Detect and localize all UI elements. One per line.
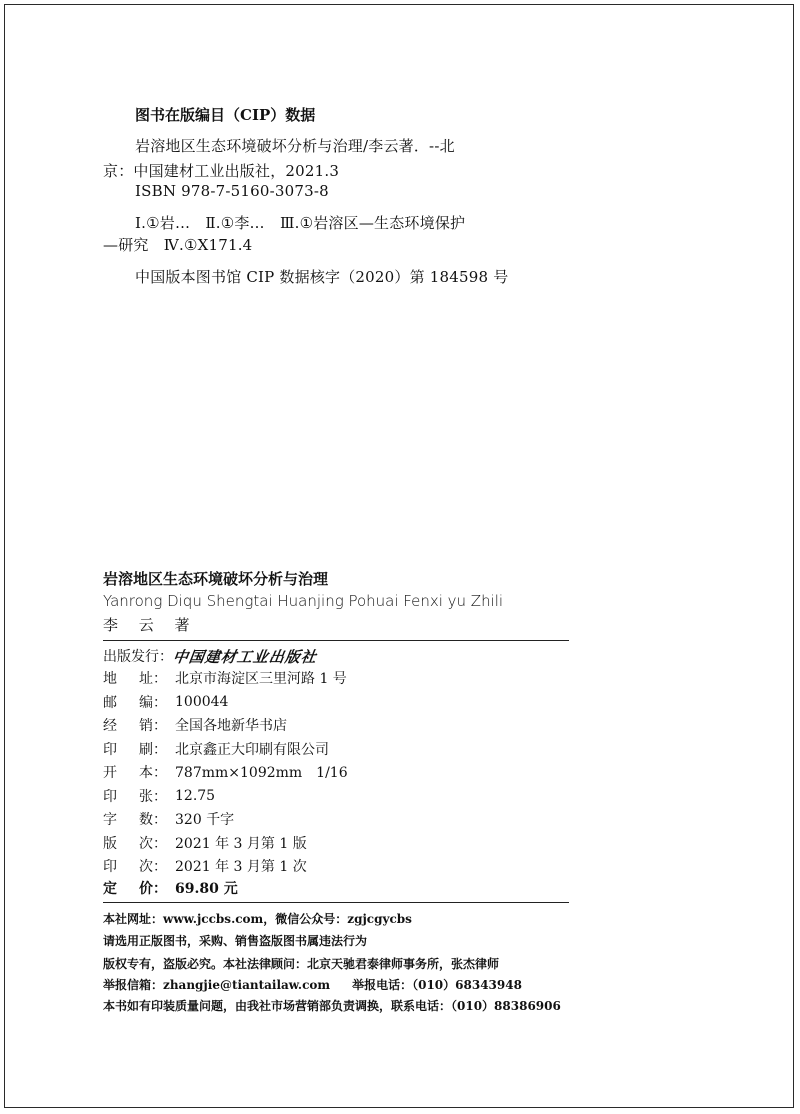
pub-info-label: 印 刷： — [103, 741, 167, 758]
pub-info-row — [103, 761, 348, 783]
cip-line-1: 岩溶地区生态环境破坏分析与治理/李云著．--北 — [135, 137, 455, 155]
pub-info-row — [103, 667, 347, 689]
book-title-pinyin: Yanrong Diqu Shengtai Huanjing Pohuai Fenxi yu Zhili — [103, 592, 504, 610]
pub-info-value: 100044 — [175, 693, 229, 710]
pub-info-row — [103, 832, 307, 854]
pub-info-label: 经 销： — [103, 718, 167, 734]
footer-website: 本社网址：www.jccbs.com，微信公众号：zgjcgycbs — [103, 912, 412, 926]
pub-info-value: 北京鑫正大印刷有限公司 — [175, 741, 329, 758]
publisher-label: 出版发行： — [103, 649, 173, 665]
cip-title: 图书在版编目（CIP）数据 — [135, 106, 316, 124]
report-email: 举报信箱：zhangjie@tiantailaw.com — [103, 978, 331, 992]
cip-line-5: —研究 Ⅳ.①X171.4 — [103, 236, 253, 254]
pub-info-row — [103, 691, 228, 713]
divider-top — [103, 640, 569, 641]
pub-info-row — [103, 714, 287, 736]
pub-info-value: 12.75 — [175, 787, 216, 804]
cip-record-number: 中国版本图书馆 CIP 数据核字（2020）第 184598 号 — [135, 268, 509, 286]
pub-info-value: 320 千字 — [175, 812, 235, 828]
pub-info-label: 地 址： — [103, 671, 167, 687]
pub-info-value: 北京市海淀区三里河路 1 号 — [175, 671, 347, 687]
price-label: 定 价： — [103, 881, 167, 897]
pub-info-value: 2021 年 3 月第 1 次 — [175, 859, 307, 875]
book-title: 岩溶地区生态环境破坏分析与治理 — [103, 570, 329, 588]
pub-info-label: 版 次： — [103, 835, 167, 852]
divider-bottom — [103, 902, 569, 903]
pub-info-row — [103, 808, 234, 830]
book-author: 李 云 著 — [103, 616, 198, 634]
pub-info-value: 787mm×1092mm 1/16 — [175, 765, 348, 781]
pub-info-row — [103, 785, 215, 807]
price-value: 69.80 元 — [175, 881, 238, 897]
pub-info-label: 印 次： — [103, 859, 167, 875]
pub-info-label: 开 本： — [103, 765, 167, 781]
pub-info-row — [103, 855, 307, 877]
pub-info-label: 字 数： — [103, 812, 167, 828]
pub-info-row — [103, 738, 329, 760]
footer-copyright: 版权专有，盗版必究。本社法律顾问：北京天驰君泰律师事务所，张杰律师 — [103, 957, 500, 971]
publisher-row — [103, 645, 317, 667]
pub-info-value: 2021 年 3 月第 1 版 — [175, 835, 307, 852]
cip-isbn: ISBN 978-7-5160-3073-8 — [135, 182, 329, 200]
report-phone: 举报电话：（010）68343948 — [352, 978, 522, 992]
price-row — [103, 877, 238, 899]
pub-info-label: 邮 编： — [103, 694, 167, 711]
publisher-logo: 中国建材工业出版社 — [171, 647, 319, 666]
pub-info-label: 印 张： — [103, 788, 167, 805]
pub-info-value: 全国各地新华书店 — [175, 718, 287, 734]
footer-quality-contact: 本书如有印装质量问题，由我社市场营销部负责调换，联系电话：（010）88386906 — [103, 999, 561, 1013]
cip-line-2: 京：中国建材工业出版社，2021.3 — [103, 162, 340, 180]
cip-line-4: Ⅰ.①岩… Ⅱ.①李… Ⅲ.①岩溶区—生态环境保护 — [135, 214, 466, 232]
footer-piracy-notice: 请选用正版图书，采购、销售盗版图书属违法行为 — [103, 934, 368, 948]
footer-report — [103, 976, 522, 993]
